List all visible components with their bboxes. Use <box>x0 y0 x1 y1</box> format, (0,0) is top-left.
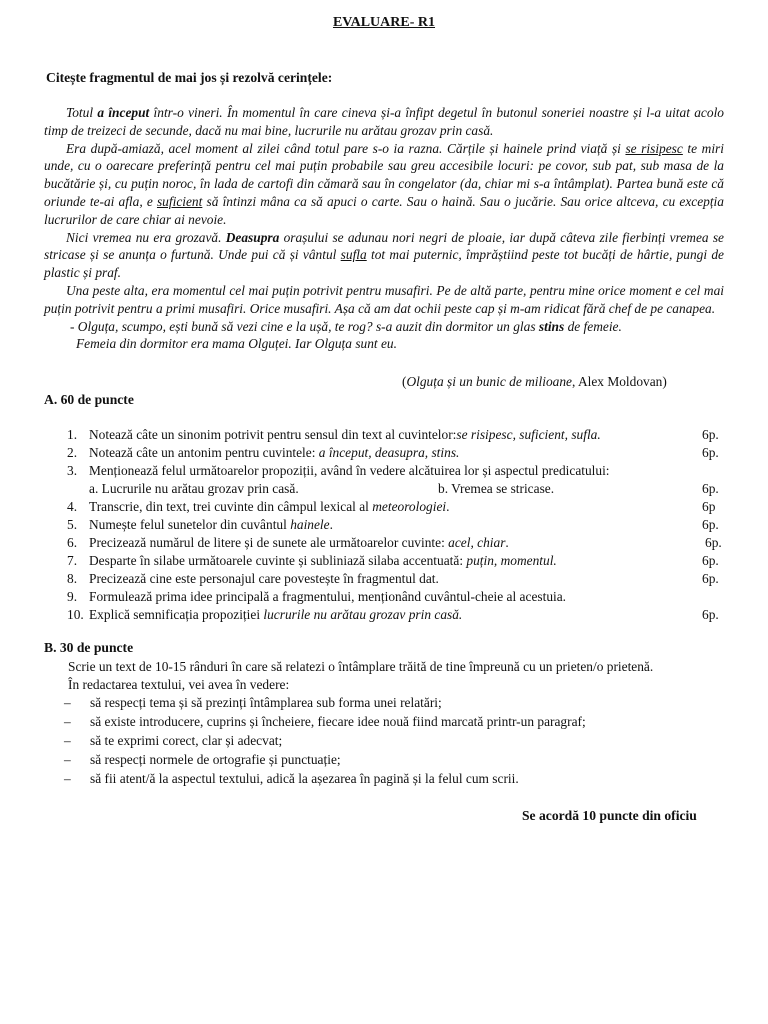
question-3: 3. Menționează felul următoarelor propoziții, având în vedere alcătuirea lor și aspectul predicatului: <box>67 463 610 478</box>
section-b-task: Scrie un text de 10-15 rânduri în care să relatezi o întâmplare trăită de tine împreună cu un prieten/o prietenă. <box>68 659 654 674</box>
section-b-intro: În redactarea textului, vei avea în vedere: <box>68 677 290 692</box>
question-7: 7. Desparte în silabe următoarele cuvinte și subliniază silaba accentuată: puțin, momentul. 6p. <box>67 553 719 568</box>
question-8: 8. Precizează cine este personajul care povestește în fragmentul dat. 6p. <box>67 571 719 586</box>
question-5: 5. Numește felul sunetelor din cuvântul hainele. 6p. <box>67 517 719 532</box>
section-b-heading: B. 30 de puncte <box>44 640 134 655</box>
question-3-item-a: a. Lucrurile nu arătau grozav prin casă. <box>89 481 299 496</box>
worksheet-page: EVALUARE- R1 Citește fragmentul de mai jos și rezolvă cerințele: Totul a început într-o vineri. În momentul în care cineva și-a înfipt degetul în butonul soneriei noastre și l-a uitat acolo timp de treizeci de secunde, dacă nu mai bine, lucrurile nu arătau grozav prin casă. Era după-amiază, acel moment al zilei când totul pare s-o ia razna. Cărțile și hainele prind viață și se risipesc te miri unde, cu o oarecare preferință pentru cel mai puțin probabile sau greu accesibile locuri: pe covor, sub pat, sub masa de la bucătărie și, cu puțin noroc, în lada de cartofi din cămară sau în congelator (da, chiar mi s-a întâmplat). Partea bună este că oriunde te-ai afla, e suficient să întinzi mâna ca să apuci o carte. Sau o haină. Sau o jucărie. Sau orice altceva, cu excepția lucrurilor de care chiar ai nevoie. Nici vremea nu era grozavă. Deasupra orașului se adunau nori negri de ploaie, iar după câteva zile fierbinți vremea se stricase și se anunța o furtună. Unde pui că și vântul sufla tot mai puternic, împrăștiind peste tot bucăți de hârtie, pungi de plastic și praf. Una peste alta, era momentul cel mai puțin potrivit pentru musafiri. Pe de altă parte, pentru mine orice moment e cel mai puțin potrivit pentru a primi musafiri. Orice musafiri. Așa că am dat ochii peste cap și m-am ridicat fără chef de pe canapea. - Olguța, scumpo, ești bună să vezi cine e la ușă, te rog? s-a auzit din dormitor un glas stins de femeie. Femeia din dormitor era mama Olguței. Iar Olguța sunt eu. (Olguța și un bunic de milioane, Alex Moldovan) A. 60 de puncte 1. Notează câte un sinonim potrivit pentru sensul din text al cuvintelor:se risipesc, suficient, sufla. 6p. 2. Notează câte un antonim pentru cuvintele: a început, deasupra, stins. 6p. 3. Menționează felul următoarelor propoziții, având în vedere alcătuirea lor și aspectul predicatului: a. Lucrurile nu arătau grozav prin casă. b. Vremea se stricase. 6p. 4. Transcrie, din text, trei cuvinte din câmpul lexical al meteorologiei. 6p 5. Numește felul sunetelor din cuvântul hainele. 6p. 6. Precizează numărul de litere și de sunete ale următoarelor cuvinte: acel, chiar. 6p. 7. Desparte în silabe următoarele cuvinte și subliniază silaba accentuată: puțin, momentul. 6p. 8. Precizează cine este personajul care povestește în fragmentul dat. 6p. 9. Formulează prima idee principală a fragmentului, menționând cuvântul-cheie al acestuia. 10. Explică semnificația propoziției lucrurile nu arătau grozav prin casă. 6p. B. 30 de puncte Scrie un text de 10-15 rânduri în care să relatezi o întâmplare trăită de tine împreună cu un prieten/o prietenă. În redactarea textului, vei avea în vedere: – să respecți tema și să prezinți întâmplarea sub forma unei relatări; – să existe introducere, cuprins și încheiere, fiecare idee nouă fiind marcată printr-un paragraf; – să te exprimi corect, clar și adecvat; – să respecți normele de ortografie și punctuație; – să fii atent/ă la aspectul textului, adică la așezarea în pagină și la felul cum scrii. Se acordă 10 puncte din oficiu <box>0 0 768 1024</box>
question-points: 6p. <box>702 607 719 622</box>
passage-paragraph-2: Era după-amiază, acel moment al zilei când totul pare s-o ia razna. Cărțile și hainele prind viață și se risipesc te miri unde, cu o oarecare preferință pentru cel mai puțin probabile sau greu accesibile locuri: pe covor, sub pat, sub masa de la bucătărie și, cu puțin noroc, în lada de cartofi din cămară sau în congelator (da, chiar mi s-a întâmplat). Partea bună este că oriunde te-ai afla, e suficient să întinzi mâna ca să apuci o carte. Sau o haină. Sau o jucărie. Sau orice altceva, cu excepția lucrurilor de care chiar ai nevoie. <box>44 140 724 227</box>
question-points: 6p <box>702 499 716 514</box>
question-4: 4. Transcrie, din text, trei cuvinte din câmpul lexical al meteorologiei. 6p <box>67 499 716 514</box>
question-points: 6p. <box>705 535 722 550</box>
instruction: Citește fragmentul de mai jos și rezolvă cerințele: <box>46 70 333 85</box>
question-9: 9. Formulează prima idee principală a fragmentului, menționând cuvântul-cheie al acestuia. <box>67 589 567 604</box>
passage-source: (Olguța și un bunic de milioane, Alex Moldovan) <box>402 374 667 389</box>
question-points: 6p. <box>702 571 719 586</box>
question-1: 1. Notează câte un sinonim potrivit pentru sensul din text al cuvintelor:se risipesc, suficient, sufla. 6p. <box>67 427 719 442</box>
question-points: 6p. <box>702 445 719 460</box>
question-points: 6p. <box>702 553 719 568</box>
section-a-heading: A. 60 de puncte <box>44 392 134 407</box>
question-points: 6p. <box>702 481 719 496</box>
question-6: 6. Precizează numărul de litere și de sunete ale următoarelor cuvinte: acel, chiar. 6p. <box>67 535 722 550</box>
question-2: 2. Notează câte un antonim pentru cuvintele: a început, deasupra, stins. 6p. <box>67 445 719 460</box>
passage-paragraph-6: Femeia din dormitor era mama Olguței. Iar Olguța sunt eu. <box>76 336 397 352</box>
passage-paragraph-4: Una peste alta, era momentul cel mai puțin potrivit pentru musafiri. Pe de altă parte, pentru mine orice moment e cel mai puțin potrivit pentru a primi musafiri. Orice musafiri. Așa că am dat ochii peste cap și m-am ridicat fără chef de pe canapea. <box>44 282 724 316</box>
passage-paragraph-1: Totul a început într-o vineri. În momentul în care cineva și-a înfipt degetul în butonul soneriei noastre și l-a uitat acolo timp de treizeci de secunde, dacă nu mai bine, lucrurile nu arătau grozav prin casă. <box>44 105 724 138</box>
passage-dialogue: - Olguța, scumpo, ești bună să vezi cine e la ușă, te rog? s-a auzit din dormitor un glas stins de femeie. <box>70 318 622 334</box>
bonus-points-note: Se acordă 10 puncte din oficiu <box>522 808 697 823</box>
question-10: 10. Explică semnificația propoziției lucrurile nu arătau grozav prin casă. 6p. <box>67 607 719 622</box>
page-title: EVALUARE- R1 <box>332 15 436 30</box>
question-points: 6p. <box>702 427 719 442</box>
question-points: 6p. <box>702 517 719 532</box>
passage-paragraph-3: Nici vremea nu era grozavă. Deasupra orașului se adunau nori negri de ploaie, iar după câteva zile fierbinți vremea se stricase și se anunța o furtună. Unde pui că și vântul sufla tot mai puternic, împrăștiind peste tot bucăți de hârtie, pungi de plastic și praf. <box>44 229 725 281</box>
question-3-item-b: b. Vremea se stricase. <box>438 481 555 496</box>
reading-passage <box>44 104 724 353</box>
